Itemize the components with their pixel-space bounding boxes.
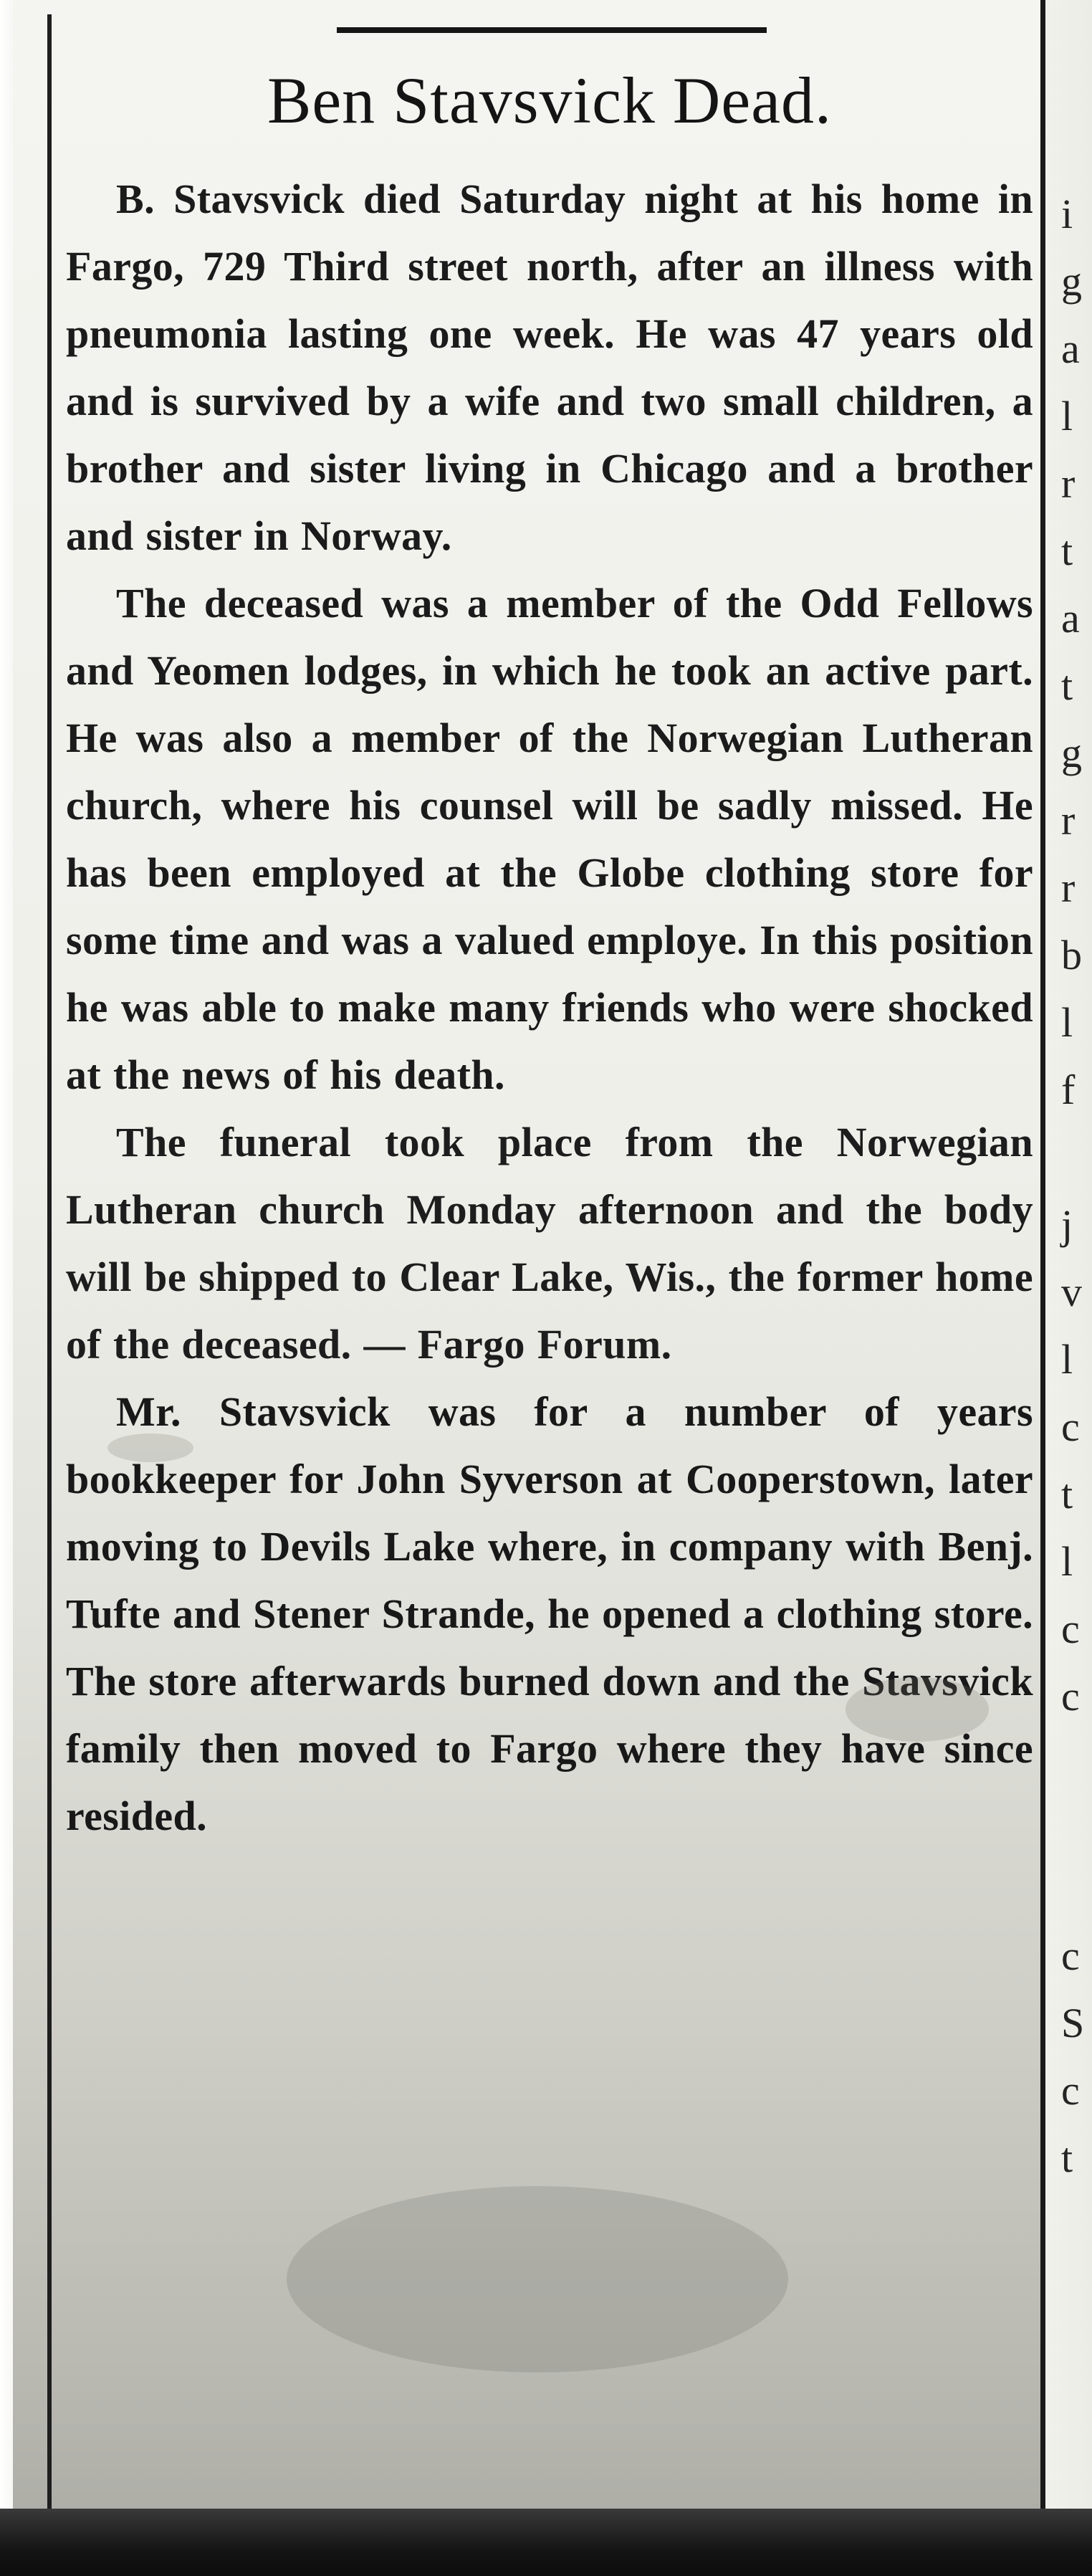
scan-margin — [0, 0, 13, 2576]
adjacent-column-strip — [1045, 0, 1092, 2509]
paragraph-funeral: The funeral took place from the Norwegian Lutheran church Monday afternoon and the body will be shipped to Clear Lake, Wis., the former home of the deceased. — Fargo Forum. — [66, 1119, 1033, 1368]
adjacent-column-fragment: v — [1061, 1269, 1082, 1315]
adjacent-column-fragment: l — [1061, 1538, 1073, 1585]
obituary-article — [66, 65, 1033, 1850]
paragraph-death-notice: B. Stavsvick died Saturday night at his home in Fargo, 729 Third street north, after an illness with pneumonia lasting one week. He was 47 years old and is survived by a wife and two small children, a brother and sister living in Chicago and a brother and sister in Norway. — [66, 176, 1033, 560]
adjacent-column-fragment: a — [1061, 595, 1080, 641]
adjacent-column-fragment: l — [1061, 1336, 1073, 1383]
adjacent-column-fragment: c — [1061, 1932, 1080, 1979]
adjacent-column-fragment: l — [1061, 393, 1073, 439]
adjacent-column-fragment: c — [1061, 2067, 1080, 2114]
adjacent-column-fragment: t — [1061, 528, 1073, 574]
adjacent-column-fragment: b — [1061, 932, 1082, 978]
adjacent-column-fragment: S — [1061, 2000, 1085, 2046]
adjacent-column-fragment: a — [1061, 325, 1080, 372]
adjacent-column-fragment: c — [1061, 1606, 1080, 1652]
adjacent-column-fragment: t — [1061, 1471, 1073, 1517]
top-rule — [337, 27, 767, 33]
paragraph-history: Mr. Stavsvick was for a number of years bookkeeper for John Syverson at Cooperstown, later moving to Devils Lake where, in company with Benj. Tufte and Stener Strande, he opened a clothing store. The store afterwards burned down and the Stavsvick family then moved to Fargo where they have since resided. — [66, 1388, 1033, 1840]
print-smudge — [287, 2186, 788, 2372]
adjacent-column-fragment: j — [1061, 1201, 1073, 1248]
headline: Ben Stavsvick Dead. — [267, 64, 833, 137]
scan-bottom-edge — [0, 2509, 1092, 2576]
adjacent-column-fragment: c — [1061, 1673, 1080, 1719]
adjacent-column-fragment: f — [1061, 1067, 1076, 1113]
column-rule-left — [47, 14, 52, 2509]
column-rule-right — [1040, 0, 1045, 2509]
adjacent-column-fragment: r — [1061, 797, 1076, 844]
paragraph-memberships: The deceased was a member of the Odd Fellows and Yeomen lodges, in which he took an active part. He was also a member of the Norwegian Lutheran church, where his counsel will be sadly missed. He has been employed at the Globe clothing store for some time and was a valued employe. In this position he was able to make many friends who were shocked at the news of his death. — [66, 580, 1033, 1099]
adjacent-column-fragment: i — [1061, 191, 1073, 237]
adjacent-column-fragment: c — [1061, 1403, 1080, 1450]
adjacent-column-fragment: r — [1061, 864, 1076, 911]
adjacent-column-fragment: g — [1061, 258, 1082, 305]
adjacent-column-fragment: l — [1061, 999, 1073, 1046]
adjacent-column-fragment: t — [1061, 662, 1073, 709]
adjacent-column-fragment: g — [1061, 730, 1082, 776]
adjacent-column-fragment: r — [1061, 460, 1076, 507]
adjacent-column-fragment: t — [1061, 2134, 1073, 2181]
